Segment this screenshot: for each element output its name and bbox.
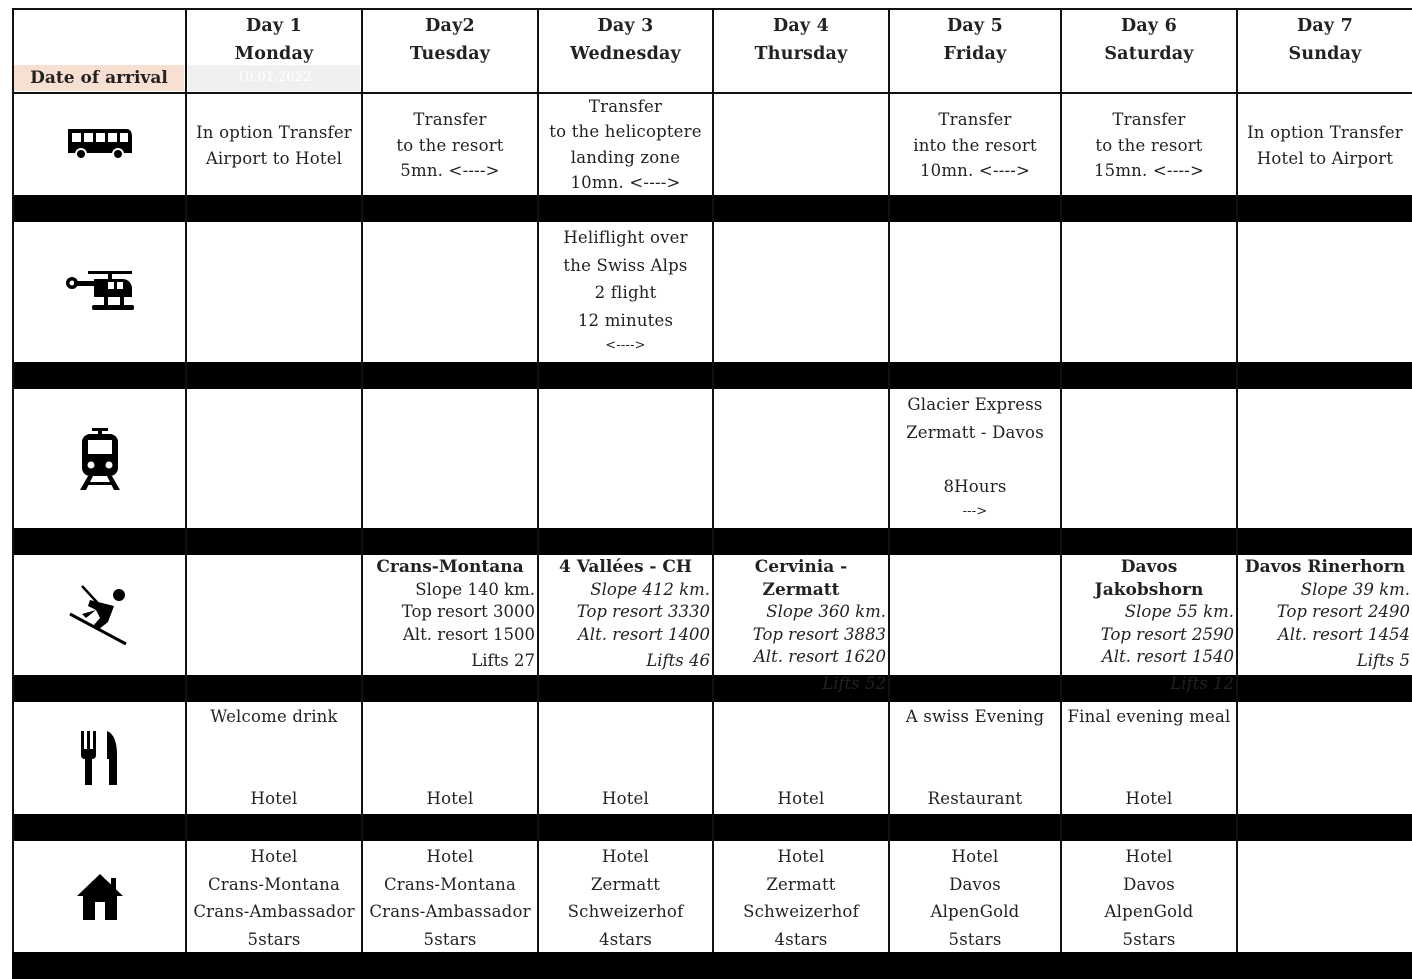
day-number: Day2 bbox=[425, 16, 475, 36]
ski-resort-day-2: Crans-Montana Slope 140 km. Top resort 3000 Alt. resort 1500 Lifts 27 bbox=[376, 557, 535, 670]
day-number: Day 6 bbox=[1121, 16, 1177, 36]
hotel-day-5: Hotel Davos AlpenGold 5stars bbox=[930, 847, 1020, 950]
transfer-day-3: Transfer to the helicoptere landing zone 10mn. <----> bbox=[549, 97, 702, 193]
hotel-day-3: Hotel Zermatt Schweizerhof 4stars bbox=[567, 847, 684, 950]
row-separator bbox=[12, 952, 1412, 979]
house-icon bbox=[14, 841, 185, 952]
weekday: Monday bbox=[234, 44, 314, 64]
ski-resort-day-7: Davos Rinerhorn Slope 39 km. Top resort 2490 Alt. resort 1454 Lifts 5 bbox=[1244, 557, 1410, 670]
meal-day-5: A swiss Evening Restaurant bbox=[905, 707, 1045, 809]
day-header-7 bbox=[1238, 8, 1412, 68]
train-icon bbox=[14, 389, 185, 528]
hotel-day-6: Hotel Davos AlpenGold 5stars bbox=[1104, 847, 1194, 950]
heliflight-day-3: Heliflight over the Swiss Alps 2 flight 12 minutes <----> bbox=[563, 228, 688, 353]
fork-knife-icon bbox=[14, 702, 185, 814]
weekday: Wednesday bbox=[570, 44, 681, 64]
ski-resort-day-6: Davos Jakobshorn Slope 55 km. Top resort 2590 Alt. resort 1540 Lifts 12 bbox=[1094, 557, 1234, 693]
meal-day-1: Welcome drink Hotel bbox=[210, 707, 338, 809]
bus-icon bbox=[14, 94, 185, 195]
ski-resort-day-4: Cervinia - Zermatt Slope 360 km. Top resort 3883 Alt. resort 1620 Lifts 52 bbox=[752, 557, 886, 693]
meal-day-6: Final evening meal Hotel bbox=[1067, 707, 1231, 809]
arrival-date-label: Date of arrival bbox=[14, 65, 184, 91]
day-header-5 bbox=[890, 8, 1060, 68]
meal-day-3: Hotel bbox=[602, 789, 649, 809]
day-number: Day 5 bbox=[947, 16, 1003, 36]
day-header-1 bbox=[187, 8, 361, 68]
transfer-day-2: Transfer to the resort 5mn. <----> bbox=[396, 110, 504, 181]
weekday: Saturday bbox=[1104, 44, 1194, 64]
arrival-date-value[interactable]: 10.01.2022 bbox=[188, 65, 360, 91]
day-header-6 bbox=[1062, 8, 1236, 68]
day-header-2 bbox=[363, 8, 537, 68]
hotel-day-2: Hotel Crans-Montana Crans-Ambassador 5stars bbox=[369, 847, 531, 950]
day-header-3 bbox=[539, 8, 712, 68]
transfer-day-5: Transfer into the resort 10mn. <----> bbox=[913, 110, 1037, 181]
weekday: Friday bbox=[943, 44, 1007, 64]
hotel-day-1: Hotel Crans-Montana Crans-Ambassador 5stars bbox=[193, 847, 355, 950]
transfer-day-6: Transfer to the resort 15mn. <----> bbox=[1093, 110, 1205, 181]
day-number: Day 4 bbox=[773, 16, 829, 36]
weekday: Tuesday bbox=[409, 44, 491, 64]
train-day-5: Glacier Express Zermatt - Davos 8Hours ---> bbox=[906, 395, 1044, 520]
transfer-day-7: In option Transfer Hotel to Airport bbox=[1247, 123, 1403, 168]
transfer-day-1: In option Transfer Airport to Hotel bbox=[196, 123, 352, 168]
hotel-day-4: Hotel Zermatt Schweizerhof 4stars bbox=[743, 847, 859, 950]
meal-day-2: Hotel bbox=[426, 789, 474, 809]
day-number: Day 1 bbox=[246, 16, 302, 36]
helicopter-icon bbox=[14, 222, 185, 362]
day-header-4 bbox=[714, 8, 888, 68]
ski-resort-day-3: 4 Vallées - CH Slope 412 km. Top resort 3330 Alt. resort 1400 Lifts 46 bbox=[559, 557, 710, 670]
meal-day-4: Hotel bbox=[777, 789, 825, 809]
day-number: Day 7 bbox=[1297, 16, 1353, 36]
day-number: Day 3 bbox=[597, 16, 654, 36]
weekday: Thursday bbox=[754, 44, 848, 64]
skier-icon bbox=[14, 555, 185, 675]
weekday: Sunday bbox=[1288, 44, 1362, 64]
itinerary-table bbox=[12, 8, 1412, 979]
